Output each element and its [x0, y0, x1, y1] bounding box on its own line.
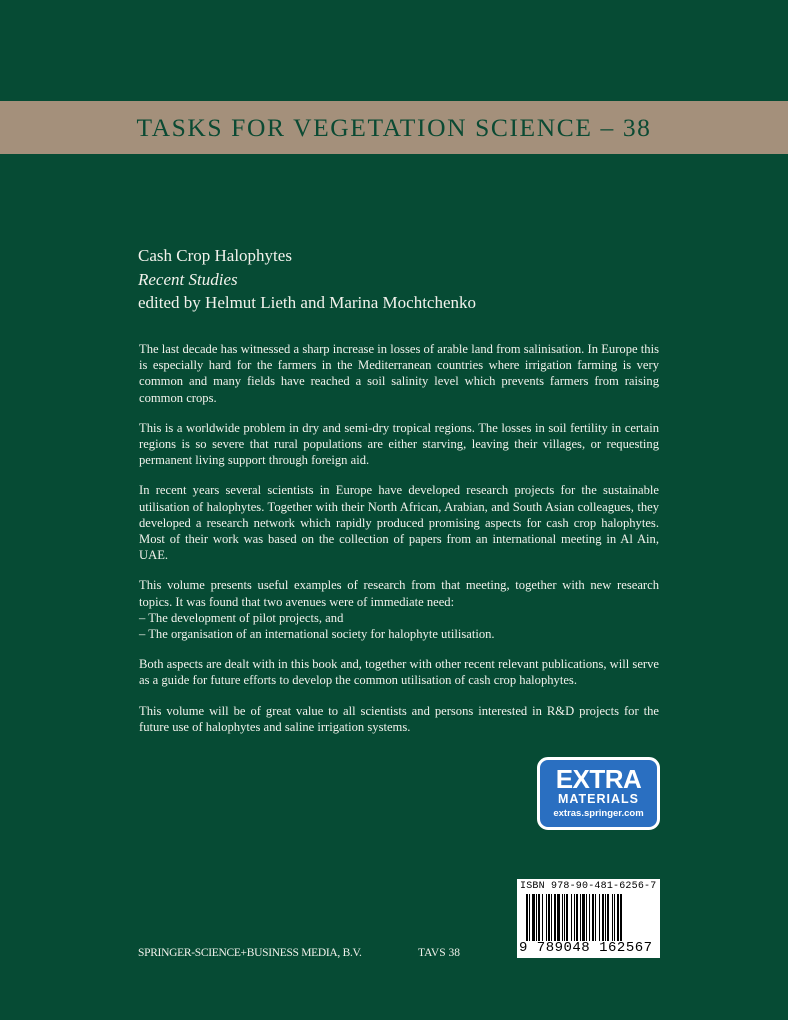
barcode-bar: [532, 894, 535, 941]
isbn-label: ISBN 978-90-481-6256-7: [520, 881, 657, 892]
barcode-bar: [576, 894, 578, 941]
blurb-list-item: – The development of pilot projects, and: [139, 610, 344, 625]
barcode-bar: [589, 894, 590, 941]
blurb-list-intro: This volume presents useful examples of research from that meeting, together with new research topics. It was found that two avenues were of immediate need:: [139, 578, 659, 609]
barcode-bar: [554, 894, 556, 941]
barcode-bar: [586, 894, 587, 941]
series-band: [0, 101, 788, 154]
barcode-bar: [526, 894, 528, 941]
barcode-bar: [529, 894, 530, 941]
barcode-bar: [617, 894, 619, 941]
barcode-bar: [612, 894, 613, 941]
barcode-bars: [526, 894, 654, 941]
barcode-digits: 9 789048 162567: [519, 940, 653, 956]
blurb-paragraph: This is a worldwide problem in dry and semi-dry tropical regions. The losses in soil fertility in certain regions is so severe that rural populations are either starving, leaving their villages, or requesting permanent living support through foreign aid.: [139, 420, 659, 468]
barcode-bar: [620, 894, 622, 941]
barcode-bar: [571, 894, 572, 941]
barcode-bar: [562, 894, 563, 941]
blurb: [139, 341, 659, 749]
extra-materials-badge[interactable]: [537, 757, 660, 830]
badge-extra-text: EXTRA: [555, 764, 642, 794]
barcode-bar: [580, 894, 581, 941]
series-code: TAVS 38: [418, 947, 461, 959]
barcode-bar: [582, 894, 585, 941]
series-title: TASKS FOR VEGETATION SCIENCE – 38: [136, 113, 652, 142]
barcode-bar: [592, 894, 594, 941]
badge-url: extras.springer.com: [553, 808, 644, 819]
badge-materials-text: MATERIALS: [558, 792, 639, 806]
book-title: Cash Crop Halophytes: [138, 246, 292, 265]
blurb-paragraph: This volume will be of great value to all scientists and persons interested in R&D projects for the future use of halophytes and saline irrigation systems.: [139, 703, 659, 734]
barcode-bar: [542, 894, 543, 941]
book-heading: [138, 244, 476, 315]
barcode-bar: [574, 894, 575, 941]
barcode-bar: [551, 894, 552, 941]
isbn-barcode: [517, 879, 660, 958]
publisher-name: SPRINGER-SCIENCE+BUSINESS MEDIA, B.V.: [138, 947, 362, 959]
barcode-bar: [538, 894, 540, 941]
barcode-bar: [548, 894, 550, 941]
barcode-bar: [566, 894, 568, 941]
barcode-bar: [599, 894, 600, 941]
barcode-bar: [536, 894, 537, 941]
barcode-bar: [607, 894, 609, 941]
barcode-bar: [564, 894, 565, 941]
barcode-bar: [602, 894, 604, 941]
book-subtitle: Recent Studies: [138, 269, 238, 289]
barcode-bar: [614, 894, 615, 941]
blurb-paragraph: In recent years several scientists in Europe have developed research projects for the sustainable utilisation of halophytes. Together with their North African, Arabian, and South Asian colleagues, they developed a research network which rapidly produced promising aspects for cash crop halophytes. Most of their work was based on the collection of papers from an international meeting in Al Ain, UAE.: [139, 483, 659, 563]
blurb-list-item: – The organisation of an international society for halophyte utilisation.: [139, 627, 495, 642]
barcode-bar: [546, 894, 547, 941]
book-editors: edited by Helmut Lieth and Marina Mochtchenko: [138, 293, 477, 312]
barcode-bar: [605, 894, 606, 941]
blurb-paragraph-list: [139, 577, 659, 642]
barcode-bar: [595, 894, 596, 941]
barcode-bar: [557, 894, 560, 941]
blurb-paragraph: The last decade has witnessed a sharp increase in losses of arable land from salinisation. In Europe this is especially hard for the farmers in the Mediterranean countries where irrigation farming is very common and many fields have reached a soil salinity level which prevents farmers from raising common crops.: [139, 342, 659, 405]
blurb-paragraph: Both aspects are dealt with in this book and, together with other recent relevant publications, will serve as a guide for future efforts to develop the common utilisation of cash crop halophytes.: [139, 657, 659, 688]
